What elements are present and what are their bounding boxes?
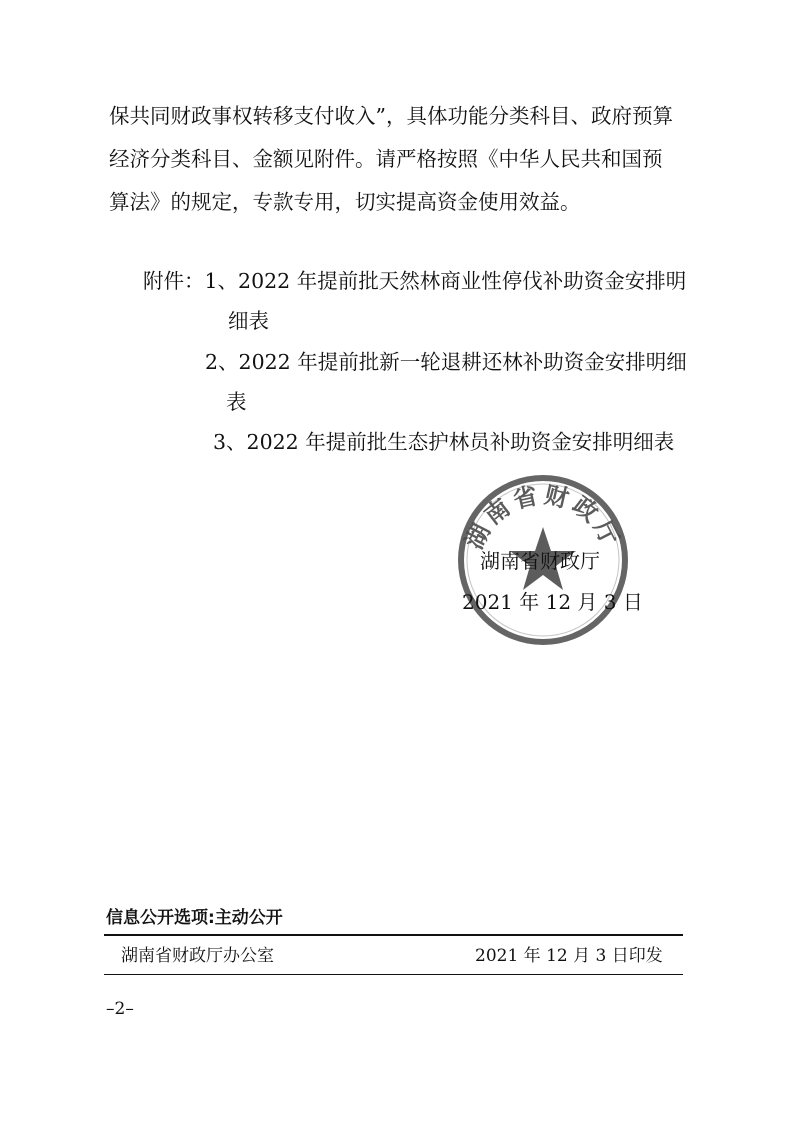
body-text-line-1: 保共同财政事权转移支付收入”，具体功能分类科目、政府预算 [109,104,673,128]
attachment-item-3: 3、2022 年提前批生态护林员补助资金安排明细表 [213,430,675,454]
page-number: –2– [106,999,134,1019]
signature-date: 2021 年 12 月 3 日 [462,590,643,614]
seal-text: 湖南省财政厅 [460,480,626,554]
body-text-line-2: 经济分类科目、金额见附件。请严格按照《中华人民共和国预 [109,147,663,171]
footer-issue-date: 2021 年 12 月 3 日印发 [475,946,663,966]
attachment-item-2-wrap: 表 [226,390,247,414]
attachment-item-1: 附件：1、2022 年提前批天然林商业性停伐补助资金安排明 [143,269,687,293]
info-disclosure-label: 信息公开选项:主动公开 [106,908,283,928]
body-text-line-3: 算法》的规定，专款专用，切实提高资金使用效益。 [109,190,581,214]
attachment-item-1-wrap: 细表 [228,309,269,333]
footer-rule-top [104,934,683,936]
attachment-item-2: 2、2022 年提前批新一轮退耕还林补助资金安排明细 [205,350,687,374]
signature-org: 湖南省财政厅 [480,549,600,573]
footer-issuing-office: 湖南省财政厅办公室 [121,946,274,966]
footer-rule-bottom [104,974,683,975]
